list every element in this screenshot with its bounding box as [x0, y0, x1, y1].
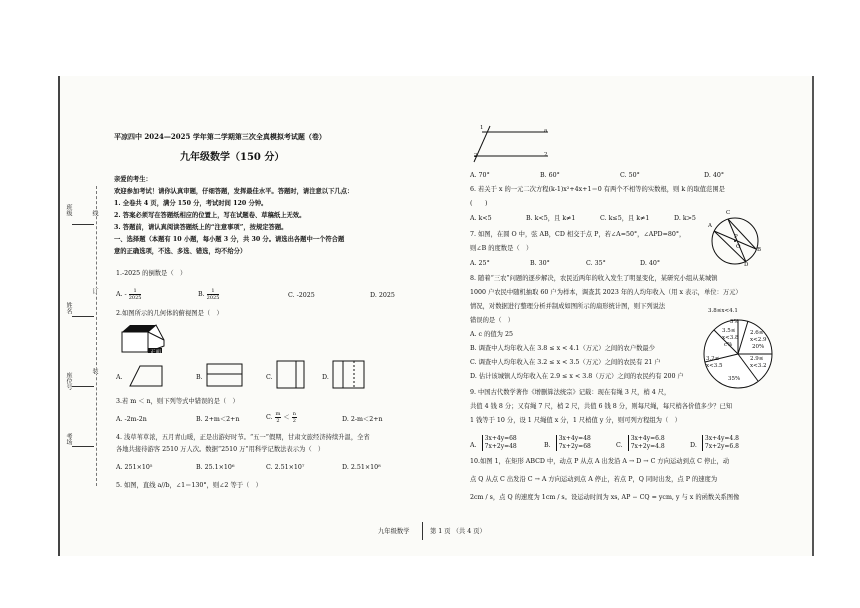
q1-stem: 1.-2025 的倒数是（ ）: [116, 270, 187, 277]
q7-point-b: B: [757, 247, 762, 253]
q7-option-c: C. 35°: [586, 260, 606, 267]
q4-stem-line2: 各地共接待游客 2510 万人次。数据“2510 万”用科学记数法表示为（ ）: [116, 446, 325, 453]
q9-a-system: [482, 435, 517, 451]
q6-option-b: B. k<5，且 k≠1: [526, 215, 576, 222]
q9-c-eq1: 3x+4y=6.8: [630, 434, 665, 442]
q9-option-a: [470, 432, 517, 451]
q1-option-c: C. -2025: [288, 292, 315, 299]
welcome-text: 欢迎参加考试！请你认真审题，仔细答题，发挥最佳水平。答题时，请注意以下几点：: [114, 188, 354, 195]
q2-option-c-label: C.: [266, 374, 273, 381]
q9-option-d: [690, 432, 739, 451]
q7-option-a: A. 25°: [470, 260, 490, 267]
q1-a-den: 2025: [128, 295, 142, 301]
q2-option-a-figure[interactable]: [128, 362, 164, 388]
q9-c-label: C.: [616, 442, 623, 449]
pie-slice-35-c: c%: [724, 342, 733, 348]
q9-d-label: D.: [690, 442, 697, 449]
q9-d-system: [702, 435, 739, 451]
footer-divider: [422, 522, 423, 540]
q5-angle1-label: 1: [480, 125, 484, 131]
q5-option-b: B. 60°: [540, 172, 560, 179]
q4-option-c: C. 2.51×10⁷: [266, 464, 305, 471]
q3-option-c: [266, 411, 297, 424]
q9-option-c: [616, 432, 665, 451]
q9-a-label: A.: [470, 442, 477, 449]
pie-slice-5: 5%: [730, 319, 739, 325]
q9-b-eq1: 3x+4y=48: [558, 434, 591, 442]
q2-option-b-label: B.: [196, 374, 203, 381]
q5-line-b-label: 2: [544, 152, 548, 158]
q2-stem: 2.如图所示的几何体的俯视图是（ ）: [116, 310, 223, 317]
binding-mark-line: 线: [91, 210, 98, 216]
q7-point-o: O: [736, 244, 741, 250]
q9-a-eq2: 7x+2y=48: [484, 442, 517, 450]
q9-stem-line3: 1 钱等于 10 分，设 1 尺绳值 x 分，1 尺梢值 y 分，则可列方程组为（ ）: [470, 417, 681, 424]
q1-option-a: [116, 288, 141, 301]
q8-stem-line1: 8. 随着“三农”问题的逐步解决，农民近两年的收入发生了明显变化，某研究小组从某城镇: [470, 275, 718, 282]
q3-c-label: C.: [266, 414, 273, 421]
footer-subject: 九年级数学: [378, 528, 410, 535]
blank-line: [72, 386, 94, 387]
q5-option-d: D. 40°: [704, 172, 724, 179]
q9-d-eq1: 3x+4y=4.8: [704, 434, 739, 442]
q9-a-eq1: 3x+4y=68: [484, 434, 517, 442]
section1-heading-2: 意的正确选项，不选、多选、错选，均不给分）: [114, 248, 247, 255]
q5-angle2-label: 2: [474, 153, 478, 159]
q9-c-system: [628, 435, 665, 451]
q6-paren: ( ): [470, 200, 488, 207]
binding-label-room: 考场: [65, 433, 72, 445]
q3-option-d: D. 2-m＜2+n: [342, 416, 383, 423]
q3-option-a: A. -2m-2n: [116, 416, 147, 423]
q7-point-c: C: [726, 210, 731, 216]
exam-subtitle: 九年级数学（150 分）: [180, 152, 285, 163]
q4-option-a: A. 251×10⁵: [116, 464, 153, 471]
q1-a-label: A. -: [116, 291, 127, 298]
pie-slice-29-b: x<3.2: [750, 363, 767, 369]
blank-line: [72, 316, 94, 317]
q8-stem-line3: 情况，对数据进行整理分析并制成如图所示的扇形统计图，则下列说法: [470, 303, 666, 310]
q3-c-n2: n: [292, 411, 296, 417]
q1-b-den: 2025: [206, 295, 220, 301]
q5-line-a-label: a: [544, 128, 548, 134]
q2-option-d-label: D.: [322, 374, 329, 381]
q2-option-c-figure[interactable]: [276, 360, 306, 390]
pie-slice-26-a: 2.6≤: [750, 330, 764, 336]
q3-c-frac2: [292, 411, 297, 424]
q1-a-num: 1: [129, 288, 142, 295]
exam-title: 平凉四中 2024—2025 学年第二学期第三次全真模拟考试题（卷）: [114, 132, 326, 141]
q10-stem-line3: 2cm / s，点 Q 的速度为 1cm / s。设运动时间为 xs, AP − CQ = ycm, y 与 x 的函数关系图像: [470, 494, 740, 501]
q9-b-eq2: 7x+2y=68: [558, 442, 591, 450]
blank-line: [72, 446, 94, 447]
q6-stem: 6. 若关于 x 的一元二次方程(k-1)x²+4x+1＝0 有两个不相等的实数根，则 k 的取值范围是: [470, 186, 725, 193]
q3-c-mid: ＜: [283, 414, 290, 421]
q2-front-label: 正面: [150, 350, 162, 356]
q6-option-d: D. k>5: [674, 215, 696, 222]
q1-b-fraction: [207, 288, 220, 301]
q7-point-p: P: [734, 234, 738, 240]
binding-mark-staple: 订: [91, 288, 98, 294]
q9-option-b: [544, 432, 591, 451]
q9-stem-line1: 9. 中国古代数学著作《增删算法统宗》记载：现在有绳 3 尺，梢 4 尺，: [470, 389, 671, 396]
binding-label-seat: 座位号: [65, 372, 72, 390]
pie-slice-32-b: x<3.5: [706, 363, 723, 369]
q6-option-c: C. k≤5，且 k≠1: [600, 215, 650, 222]
q9-b-label: B.: [544, 442, 551, 449]
pie-slice-35-b: x<3.8: [722, 335, 739, 341]
section1-heading: 一、选择题（本题有 10 小题，每小题 3 分，共 30 分。请选出各题中一个符合题: [114, 236, 345, 243]
rule-3: 3. 答题前，请认真阅读答题纸上的“注意事项”，按规定答题。: [114, 224, 288, 231]
q9-d-eq2: 7x+2y=6.8: [704, 442, 739, 450]
q2-option-b-figure[interactable]: [206, 362, 244, 388]
q4-stem-line1: 4. 浅草苇草浓，五月青山暖，正是出游好时节。“五一”假期，甘肃文旅经济持续升温，全省: [116, 434, 370, 441]
footer-page: 第 1 页 （共 4 页）: [430, 528, 486, 535]
blank-line: [72, 224, 94, 225]
q7-point-d: D: [744, 262, 749, 268]
binding-label-class: 班级: [65, 204, 72, 216]
q8-option-c: C. 调查中人均年收入在 3.2 ≤ x < 3.5（万元）之间的农民有 21 户: [470, 359, 661, 366]
q4-option-b: B. 25.1×10⁶: [196, 464, 235, 471]
pie-slice-35-a: 3.5≤: [722, 328, 736, 334]
pie-slice-35pct: 35%: [728, 376, 741, 382]
q8-option-d: D. 估计该城镇人均年收入在 2.9 ≤ x < 3.8（万元）之间的农民约有 200 户: [470, 373, 684, 380]
q1-a-fraction: [129, 288, 142, 301]
q7-option-b: B. 30°: [530, 260, 550, 267]
pie-slice-26-b: x<2.9: [750, 337, 767, 343]
q1-option-d: D. 2025: [370, 292, 395, 299]
q7-circle-figure: [706, 214, 764, 268]
q2-option-d-figure[interactable]: [332, 360, 366, 390]
q3-c-d1: 2: [276, 418, 280, 424]
q9-b-system: [556, 435, 591, 451]
q2-solid-figure: [118, 322, 170, 356]
rule-1: 1. 全卷共 4 页，满分 150 分，考试时间 120 分钟。: [114, 200, 268, 207]
q7-point-a: A: [708, 223, 712, 229]
q1-b-num: 1: [207, 288, 220, 295]
q3-c-d2: 2: [292, 418, 296, 424]
q9-stem-line2: 共值 4 钱 8 分；又有绳 7 尺，梢 2 尺，共值 6 钱 8 分，则每尺绳，每尺梢各价值多少？已知: [470, 403, 733, 410]
q7-stem-line2: 则∠B 的度数是（ ）: [470, 245, 533, 252]
q8-option-b: B. 调查中人均年收入在 3.8 ≤ x < 4.1（万元）之间的农户数最少: [470, 345, 656, 352]
q5-option-a: A. 70°: [470, 172, 490, 179]
q6-option-a: A. k<5: [470, 215, 492, 222]
q8-stem-line2: 1000 户农民中随机抽取 60 户为样本，调查其 2023 年的人均年收入（用 x 表示，单位：万元）: [470, 289, 742, 296]
q3-c-n1: m: [275, 411, 281, 417]
q5-stem: 5. 如图，直线 a//b，∠1＝130°，则∠2 等于（ ）: [116, 482, 262, 489]
q3-c-frac1: [275, 411, 282, 424]
q3-option-b: B. 2+m＜2+n: [196, 416, 240, 423]
q3-stem: 3.若 m ＜ n，则下列等式中错误的是（ ）: [116, 398, 239, 405]
exam-sheet: [58, 76, 814, 556]
binding-label-name: 姓名: [65, 302, 72, 314]
pie-slice-32-a: 3.2≤: [706, 356, 720, 362]
q4-option-d: D. 2.51×10⁸: [342, 464, 381, 471]
q10-stem-line2: 点 Q 从点 C 出发沿 C → A 方向运动到点 A 停止，若点 P，Q 同时出发，点 P 的速度为: [470, 476, 718, 483]
pie-top-label: 3.8≤x<4.1: [708, 308, 738, 314]
binding-dashed-line: [96, 186, 97, 486]
binding-mark-bind: 装: [91, 368, 98, 374]
q8-stem-line4: 错误的是（ ）: [470, 317, 515, 324]
q9-c-eq2: 7x+2y=4.8: [630, 442, 665, 450]
q7-option-d: D. 40°: [640, 260, 660, 267]
q2-option-a-label: A.: [116, 374, 123, 381]
q10-stem-line1: 10.如图 1，在矩形 ABCD 中，动点 P 从点 A 出发沿 A → D → C 方向运动到点 C 停止，动: [470, 458, 730, 465]
q8-option-a: A. c 的值为 25: [470, 331, 513, 338]
q1-b-label: B.: [198, 291, 205, 298]
q7-stem-line1: 7. 如图，在圆 O 中，弦 AB，CD 相交于点 P，若∠A=50°，∠APD=80°，: [470, 231, 686, 238]
q5-option-c: C. 50°: [620, 172, 640, 179]
pie-slice-29-a: 2.9≤: [750, 356, 764, 362]
q1-option-b: [198, 288, 219, 301]
pie-slice-26-c: 20%: [752, 344, 765, 350]
greeting: 亲爱的考生：: [114, 176, 152, 183]
rule-2: 2. 答案必须写在答题纸相应的位置上，写在试题卷、草稿纸上无效。: [114, 212, 306, 219]
